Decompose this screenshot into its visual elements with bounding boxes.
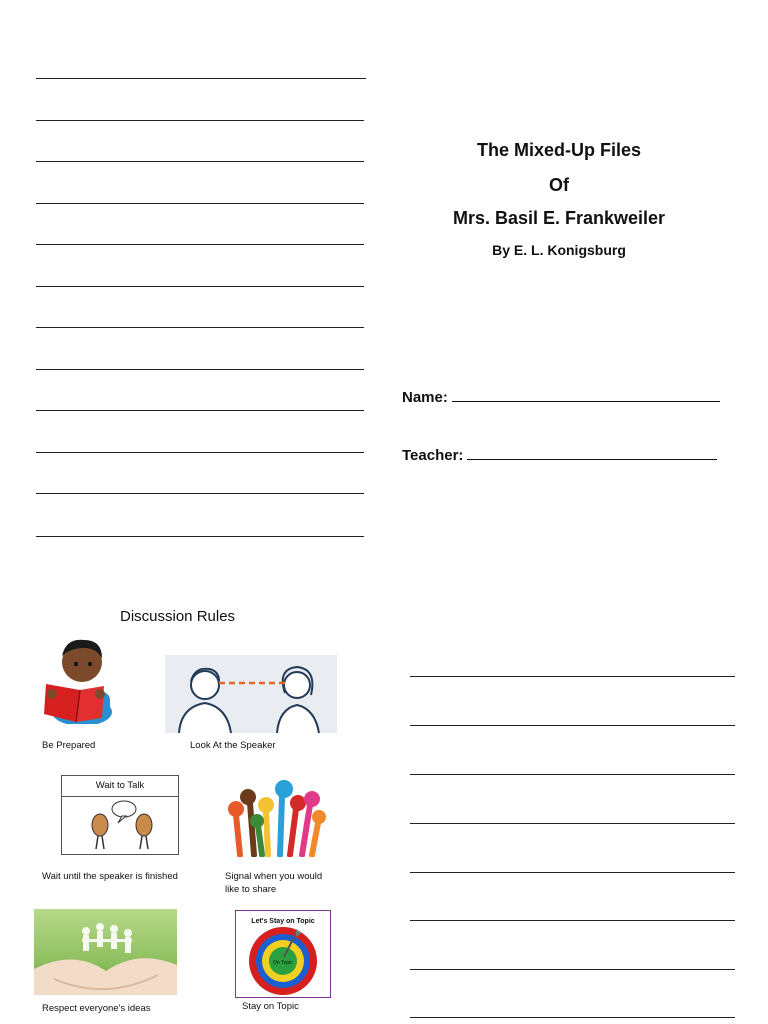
writing-line[interactable] [410,1017,735,1018]
writing-line[interactable] [36,452,364,453]
stay-on-topic-card [235,910,331,998]
wait-to-talk-label: Wait to Talk [62,776,178,797]
target-icon [236,911,330,997]
lets-stay-on-topic-label: Let's Stay on Topic [251,918,315,925]
writing-line[interactable] [36,493,364,494]
book-title-line-3: Mrs. Basil E. Frankweiler [452,208,666,228]
book-title-line-2: Of [549,175,569,195]
cupped-hands-icon [34,909,177,995]
writing-line[interactable] [36,410,364,411]
writing-line[interactable] [36,327,364,328]
rule-caption: Be Prepared [42,740,96,751]
book-author: By E. L. Konigsburg [492,242,626,258]
wait-to-talk-card [61,775,179,855]
rule-caption: Look At the Speaker [190,740,276,751]
writing-line[interactable] [36,369,364,370]
writing-line[interactable] [410,920,735,921]
writing-line[interactable] [36,286,364,287]
teacher-blank[interactable] [467,445,717,460]
writing-line[interactable] [410,725,735,726]
writing-line[interactable] [410,676,735,677]
cupped-hands-picture [34,909,177,995]
eye-contact-icon [165,655,337,733]
writing-line[interactable] [36,244,364,245]
writing-line[interactable] [36,78,366,79]
writing-line[interactable] [410,774,735,775]
discussion-rules-heading: Discussion Rules [120,608,236,625]
writing-line[interactable] [36,120,364,121]
writing-line[interactable] [36,203,364,204]
writing-line[interactable] [410,969,735,970]
rule-caption: Respect everyone's ideas [42,1003,151,1014]
teacher-field[interactable] [402,445,717,464]
writing-line[interactable] [36,161,364,162]
rule-caption: Signal when you would like to share [225,871,323,895]
teacher-label: Teacher: [402,447,464,464]
name-label: Name: [402,389,448,406]
reading-boy-icon [40,634,120,724]
book-title-line-1: The Mixed-Up Files [476,140,642,160]
eye-contact-picture [165,655,337,733]
on-topic-label: On Topic [273,960,293,966]
rule-caption: Wait until the speaker is finished [42,871,178,882]
writing-line[interactable] [36,536,364,537]
wait-to-talk-icon [62,797,178,855]
writing-line[interactable] [410,823,735,824]
name-field[interactable] [402,387,720,406]
raised-hands-icon [226,775,326,857]
writing-line[interactable] [410,872,735,873]
name-blank[interactable] [452,387,720,402]
rule-caption: Stay on Topic [242,1001,299,1012]
